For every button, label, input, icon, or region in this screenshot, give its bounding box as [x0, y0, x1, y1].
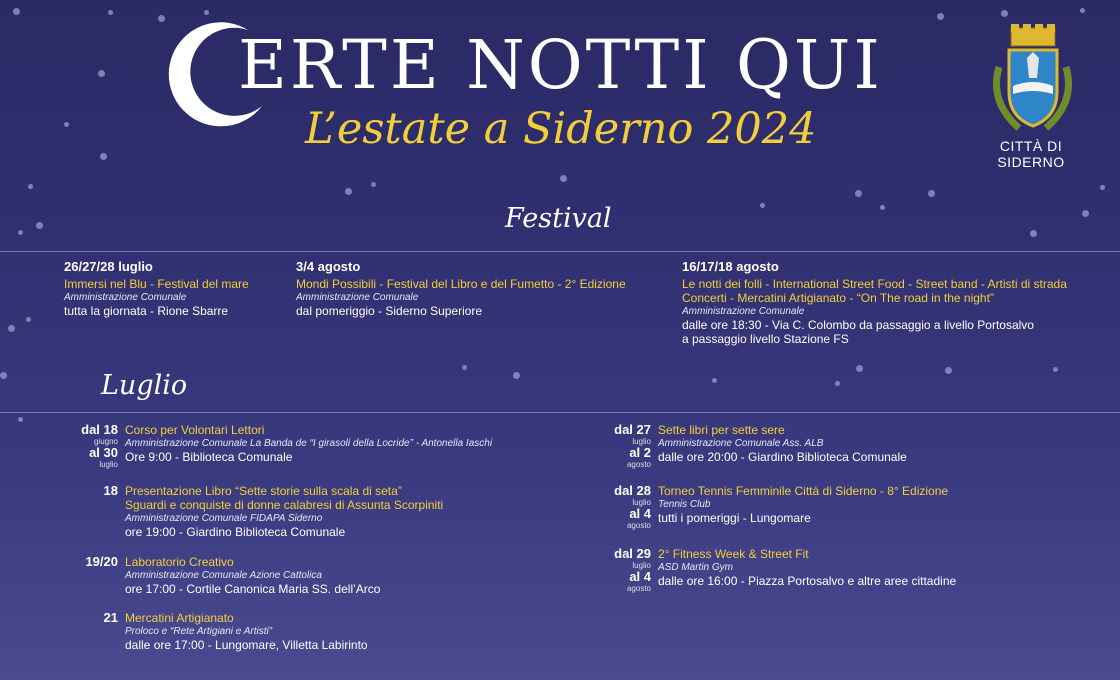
event-day: 18 [103, 483, 118, 498]
event-month-from: luglio [632, 437, 651, 446]
luglio-heading: Luglio [101, 370, 188, 401]
event-date-to: al 30 [89, 445, 118, 460]
festival-date: 26/27/28 luglio [64, 259, 153, 274]
event-details: dalle ore 16:00 - Piazza Portosalvo e altre aree cittadine [658, 574, 957, 588]
event-date-from: dal 27 [614, 422, 651, 437]
event-date-to: al 2 [629, 445, 651, 460]
festival-title: Le notti dei folli - International Street Food - Street band - Artisti di strada [682, 277, 1067, 291]
event-date-from: dal 18 [81, 422, 118, 437]
event-organizer: Amministrazione Comunale La Banda de “I girasoli della Locride” - Antonella Iaschi [125, 438, 493, 449]
event-date-to: al 4 [629, 506, 651, 521]
festival-organizer: Amministrazione Comunale [296, 292, 419, 303]
festival-details: dal pomeriggio - Siderno Superiore [296, 304, 483, 318]
event-details: tutti i pomeriggi - Lungomare [658, 511, 811, 525]
event-details: ore 19:00 - Giardino Biblioteca Comunale [125, 525, 346, 539]
event-subtitle: L’estate a Siderno 2024 [305, 104, 817, 154]
event-month-from: luglio [632, 498, 651, 507]
event-organizer: Tennis Club [658, 499, 711, 510]
event-title-line2: Sguardi e conquiste di donne calabresi di Assunta Scorpiniti [125, 498, 444, 512]
festival-item [64, 260, 249, 318]
event-title: Torneo Tennis Femminile Città di Siderno - 8° Edizione [658, 484, 949, 498]
festival-organizer: Amministrazione Comunale [64, 292, 187, 303]
event-day: 19/20 [85, 554, 118, 569]
event-title: 2° Fitness Week & Street Fit [658, 547, 809, 561]
event-title: ERTE NOTTI QUI [238, 26, 883, 104]
event-organizer: ASD Martin Gym [658, 562, 734, 573]
festival-heading: Festival [505, 203, 612, 234]
event-title: Corso per Volontari Lettori [125, 423, 265, 437]
festival-divider [0, 251, 1120, 252]
event-details: Ore 9:00 - Biblioteca Comunale [125, 450, 293, 464]
festival-details: dalle ore 18:30 - Via C. Colombo da passaggio a livello Portosalvo [682, 318, 1034, 332]
festival-title: Immersi nel Blu - Festival del mare [64, 277, 249, 291]
festival-item [296, 260, 626, 318]
city-name: CITTÀ DI SIDERNO [997, 138, 1065, 170]
event-organizer: Amministrazione Comunale FIDAPA Siderno [125, 513, 323, 524]
festival-details-line2: a passaggio livello Stazione FS [682, 332, 849, 346]
event-date-to: al 4 [629, 569, 651, 584]
event-month-to: agosto [626, 584, 651, 593]
event-date-from: dal 28 [614, 483, 651, 498]
event-month-from: giugno [93, 437, 118, 446]
festival-date: 3/4 agosto [296, 259, 361, 274]
event-title: Sette libri per sette sere [658, 423, 785, 437]
event-details: dalle ore 20:00 - Giardino Biblioteca Comunale [658, 450, 907, 464]
event-day: 21 [103, 610, 118, 625]
city-crest-icon [985, 22, 1080, 137]
event-date-from: dal 29 [614, 546, 651, 561]
event-month-from: luglio [632, 561, 651, 570]
event-title: Laboratorio Creativo [125, 555, 234, 569]
festival-title: Mondi Possibili - Festival del Libro e del Fumetto - 2° Edizione [296, 277, 626, 291]
event-title: Mercatini Artigianato [125, 611, 234, 625]
event-month-to: luglio [99, 460, 118, 469]
event-details: ore 17:00 - Cortile Canonica Maria SS. dell’Arco [125, 582, 381, 596]
festival-date: 16/17/18 agosto [682, 259, 779, 274]
event-month-to: agosto [626, 521, 651, 530]
event-month-to: agosto [626, 460, 651, 469]
event-details: dalle ore 17:00 - Lungomare, Villetta Labirinto [125, 638, 368, 652]
festival-title-line2: Concerti - Mercatini Artigianato - “On The road in the night” [682, 291, 994, 305]
event-organizer: Amministrazione Comunale Azione Cattolica [125, 570, 322, 581]
festival-item [682, 260, 1067, 346]
event-title: Presentazione Libro “Sette storie sulla scala di seta” [125, 484, 402, 498]
festival-organizer: Amministrazione Comunale [682, 306, 805, 317]
event-organizer: Amministrazione Comunale Ass. ALB [658, 438, 824, 449]
event-organizer: Proloco e “Rete Artigiani e Artisti” [125, 626, 273, 637]
festival-details: tutta la giornata - Rione Sbarre [64, 304, 229, 318]
luglio-divider [0, 412, 1120, 413]
